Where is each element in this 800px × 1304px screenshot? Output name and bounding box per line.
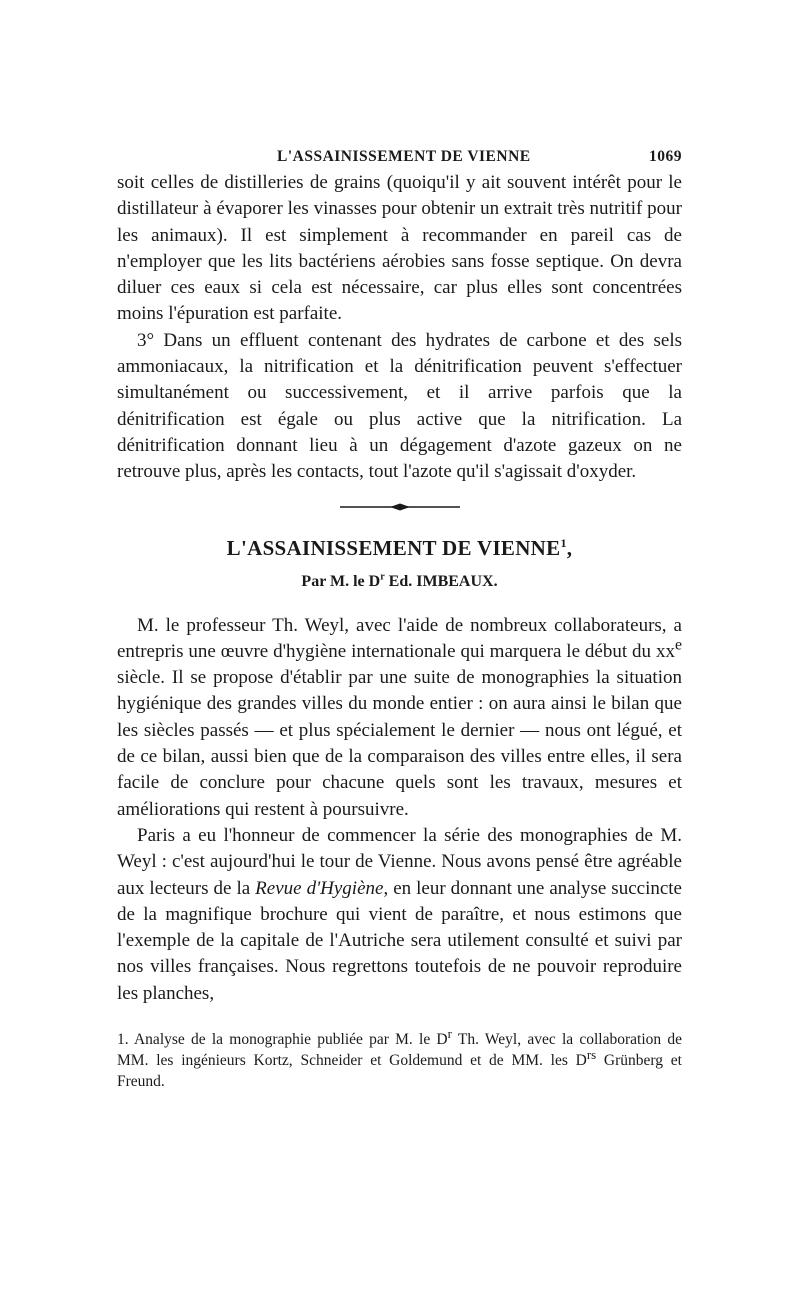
article-paragraph-1-a: M. le professeur Th. Weyl, avec l'aide de nombreux collaborateurs, a entrepris une œuvre d'hygiène internationale qui marquera le début du xx <box>117 614 682 662</box>
journal-name: Revue d'Hygiène <box>255 877 384 899</box>
footnote-1-c: Grünberg et Freund. <box>117 1052 682 1091</box>
article-title <box>117 536 682 561</box>
divider-ornament-icon <box>340 502 460 512</box>
footnote-sup-2: rs <box>586 1046 597 1062</box>
article-paragraph-1-b: siècle. Il se propose d'établir par une suite de monographies la situation hygiénique des grandes villes du monde entier : on aura ainsi le bilan que les siècles passés — et plus spécialement le dernier — nous ont légué, et de ce bilan, aussi bien que de la comparaison des villes entre elles, il sera facile de conclure pour chacune quels sont les travaux, mesures et améliorations qui restent à poursuivre. <box>117 667 682 820</box>
title-comma: , <box>566 535 573 560</box>
footnotes <box>117 1025 682 1092</box>
article-body <box>117 613 682 1007</box>
footnote-1-a: 1. Analyse de la monographie publiée par M. le D <box>117 1031 448 1049</box>
footnote-1-b: Th. Weyl, avec la collaboration de MM. les ingénieurs Kortz, Schneider et Goldemund et de MM. les D <box>117 1031 682 1070</box>
byline-sup: r <box>380 571 385 583</box>
article-paragraph-2 <box>117 823 682 1007</box>
continued-paragraph-2: 3° Dans un effluent contenant des hydrates de carbone et des sels ammoniacaux, la nitrification et la dénitrification peuvent s'effectuer simultanément ou successivement, et il arrive parfois que la dénitrification est égale ou plus active que la nitrification. La dénitrification donnant lieu à un dégagement d'azote gazeux on ne retrouve plus, après les contacts, tout l'azote qu'il s'agissait d'oxyder. <box>117 329 682 483</box>
running-title: L'ASSAINISSEMENT DE VIENNE <box>277 148 531 165</box>
page <box>117 140 682 1092</box>
footnote-sup-1: r <box>447 1025 452 1041</box>
article-title-text: L'ASSAINISSEMENT DE VIENNE <box>226 535 561 560</box>
article-paragraph-1 <box>117 613 682 823</box>
byline <box>117 573 682 591</box>
century-sup: e <box>674 636 682 654</box>
article-paragraph-2-a: Paris a eu l'honneur de commencer la série des monographies de M. Weyl : c'est aujourd'hui le tour de Vienne. Nous avons pensé être agréable aux lecteurs de la <box>117 824 682 899</box>
continued-text <box>117 170 682 486</box>
byline-prefix: Par M. le D <box>301 572 381 590</box>
page-number: 1069 <box>649 148 682 165</box>
article-paragraph-2-b: , en leur donnant une analyse succincte de la magnifique brochure qui vient de paraître, et nous estimons que l'exemple de la capitale de l'Autriche sera utilement consulté et suivi par nos villes françaises. Nous regrettons toutefois de ne pouvoir reproduire les planches, <box>117 877 682 1004</box>
byline-name: Ed. IMBEAUX. <box>384 572 498 590</box>
continued-paragraph-1: soit celles de distilleries de grains (quoiqu'il y ait souvent intérêt pour le distillateur à évaporer les vinasses pour obtenir un extrait très nutritif pour les animaux). Il est simplement à recommander en pareil cas de n'employer que les lits bactériens aérobies sans fosse septique. On devra diluer ces eaux si cela est nécessaire, car plus elles sont concentrées moins l'épuration est parfaite. <box>117 172 682 325</box>
section-ornament <box>117 502 682 512</box>
footnote-1 <box>117 1025 682 1092</box>
page-header <box>117 140 682 170</box>
title-footnote-marker[interactable]: 1 <box>560 535 567 550</box>
